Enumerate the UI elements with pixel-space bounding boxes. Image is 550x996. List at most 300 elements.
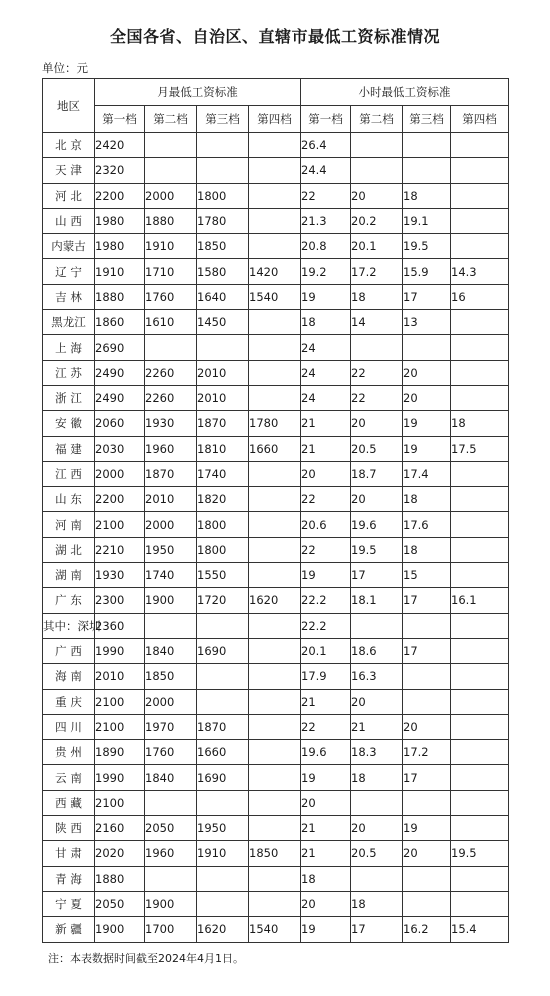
monthly-tier-1-cell: 2210 [95, 537, 145, 562]
hourly-tier-1-cell: 21 [301, 841, 351, 866]
monthly-tier-3-cell [197, 158, 249, 183]
hourly-tier-4-cell [451, 158, 509, 183]
monthly-tier-1-cell: 2050 [95, 891, 145, 916]
monthly-tier-1-cell: 2490 [95, 360, 145, 385]
monthly-tier-1-cell: 2160 [95, 816, 145, 841]
hourly-tier-1-cell: 22 [301, 537, 351, 562]
monthly-tier-2-cell [145, 613, 197, 638]
monthly-tier-4-cell [249, 512, 301, 537]
monthly-tier-4-cell: 1850 [249, 841, 301, 866]
hourly-tier-1-cell: 20 [301, 461, 351, 486]
monthly-tier-3-cell: 1910 [197, 841, 249, 866]
hourly-tier-1-cell: 21.3 [301, 208, 351, 233]
hourly-tier-2-cell: 17.2 [351, 259, 403, 284]
monthly-tier-3-cell: 1820 [197, 487, 249, 512]
hourly-tier-4-cell [451, 563, 509, 588]
monthly-tier-1-cell: 2060 [95, 411, 145, 436]
hourly-tier-4-cell [451, 234, 509, 259]
hourly-tier-1-cell: 21 [301, 689, 351, 714]
hourly-tier-4-cell [451, 613, 509, 638]
monthly-tier-2-cell: 1960 [145, 841, 197, 866]
table-row [43, 259, 509, 284]
table-row [43, 537, 509, 562]
monthly-tier-2-cell: 1700 [145, 917, 197, 942]
monthly-tier-2-cell [145, 133, 197, 158]
hourly-tier-2-cell: 19.5 [351, 537, 403, 562]
region-cell: 湖 北 [43, 537, 95, 562]
monthly-tier-4-cell [249, 183, 301, 208]
hourly-tier-4-cell [451, 385, 509, 410]
monthly-tier-4-cell [249, 310, 301, 335]
hourly-tier-4-cell: 16.1 [451, 588, 509, 613]
hourly-tier-2-cell: 20 [351, 816, 403, 841]
hourly-tier-4-cell: 16 [451, 284, 509, 309]
hourly-tier-2-cell: 18.7 [351, 461, 403, 486]
region-cell: 青 海 [43, 866, 95, 891]
region-cell: 浙 江 [43, 385, 95, 410]
monthly-tier-2-cell: 1740 [145, 563, 197, 588]
table-row [43, 816, 509, 841]
hourly-tier-4-cell [451, 133, 509, 158]
monthly-tier-3-cell: 1720 [197, 588, 249, 613]
monthly-tier-2-cell: 1910 [145, 234, 197, 259]
monthly-tier-2-cell: 1900 [145, 588, 197, 613]
monthly-tier-4-cell [249, 234, 301, 259]
monthly-tier-1-cell: 2100 [95, 790, 145, 815]
hourly-tier-2-cell: 21 [351, 714, 403, 739]
hourly-tier-1-cell: 22 [301, 487, 351, 512]
hourly-tier-2-cell [351, 158, 403, 183]
monthly-tier-4-cell [249, 816, 301, 841]
hourly-tier-4-cell [451, 638, 509, 663]
monthly-tier-1-cell: 2000 [95, 461, 145, 486]
monthly-tier-2-cell [145, 335, 197, 360]
monthly-tier-3-cell: 2010 [197, 360, 249, 385]
hourly-tier-1-cell: 19 [301, 765, 351, 790]
hourly-tier-3-cell [403, 158, 451, 183]
monthly-tier-3-cell [197, 335, 249, 360]
monthly-tier-4-cell [249, 335, 301, 360]
hourly-tier-2-cell [351, 133, 403, 158]
monthly-tier-2-cell: 2000 [145, 512, 197, 537]
monthly-tier-3-cell [197, 866, 249, 891]
monthly-tier-3-cell: 1870 [197, 714, 249, 739]
table-row [43, 461, 509, 486]
hourly-tier-1-cell: 22 [301, 183, 351, 208]
hourly-tier-2-cell: 14 [351, 310, 403, 335]
monthly-tier-2-cell [145, 790, 197, 815]
hourly-tier-3-cell: 17 [403, 638, 451, 663]
header-hourly-tier-4: 第四档 [451, 106, 509, 133]
header-monthly-tier-3: 第三档 [197, 106, 249, 133]
hourly-tier-4-cell [451, 360, 509, 385]
monthly-tier-4-cell [249, 638, 301, 663]
region-cell: 河 南 [43, 512, 95, 537]
monthly-tier-3-cell: 1780 [197, 208, 249, 233]
monthly-tier-2-cell: 1880 [145, 208, 197, 233]
monthly-tier-2-cell: 1960 [145, 436, 197, 461]
region-cell: 陕 西 [43, 816, 95, 841]
table-row [43, 891, 509, 916]
table-row [43, 613, 509, 638]
monthly-tier-1-cell: 1910 [95, 259, 145, 284]
monthly-tier-2-cell: 1610 [145, 310, 197, 335]
monthly-tier-3-cell: 2010 [197, 385, 249, 410]
hourly-tier-1-cell: 20.1 [301, 638, 351, 663]
hourly-tier-3-cell [403, 613, 451, 638]
table-row [43, 360, 509, 385]
table-row [43, 512, 509, 537]
hourly-tier-3-cell: 17.4 [403, 461, 451, 486]
hourly-tier-1-cell: 26.4 [301, 133, 351, 158]
monthly-tier-1-cell: 2420 [95, 133, 145, 158]
monthly-tier-2-cell: 2000 [145, 689, 197, 714]
hourly-tier-1-cell: 20.8 [301, 234, 351, 259]
monthly-tier-1-cell: 2490 [95, 385, 145, 410]
hourly-tier-2-cell [351, 866, 403, 891]
hourly-tier-3-cell: 19 [403, 816, 451, 841]
hourly-tier-4-cell: 14.3 [451, 259, 509, 284]
monthly-tier-4-cell [249, 740, 301, 765]
hourly-tier-4-cell [451, 335, 509, 360]
hourly-tier-1-cell: 17.9 [301, 664, 351, 689]
region-cell: 甘 肃 [43, 841, 95, 866]
monthly-tier-3-cell: 1800 [197, 537, 249, 562]
monthly-tier-3-cell: 1450 [197, 310, 249, 335]
monthly-tier-3-cell: 1580 [197, 259, 249, 284]
region-cell: 宁 夏 [43, 891, 95, 916]
hourly-tier-3-cell: 19 [403, 436, 451, 461]
hourly-tier-4-cell: 18 [451, 411, 509, 436]
monthly-tier-3-cell: 1740 [197, 461, 249, 486]
hourly-tier-3-cell [403, 790, 451, 815]
monthly-tier-1-cell: 1900 [95, 917, 145, 942]
table-row [43, 866, 509, 891]
hourly-tier-2-cell: 18.1 [351, 588, 403, 613]
hourly-tier-3-cell [403, 335, 451, 360]
table-row [43, 664, 509, 689]
hourly-tier-4-cell [451, 816, 509, 841]
monthly-tier-3-cell [197, 790, 249, 815]
hourly-tier-4-cell [451, 310, 509, 335]
monthly-tier-1-cell: 1880 [95, 284, 145, 309]
region-cell: 山 东 [43, 487, 95, 512]
hourly-tier-1-cell: 19 [301, 917, 351, 942]
monthly-tier-2-cell: 1900 [145, 891, 197, 916]
header-row-groups [43, 79, 509, 106]
hourly-tier-2-cell: 20.2 [351, 208, 403, 233]
hourly-tier-2-cell: 20 [351, 411, 403, 436]
monthly-tier-3-cell [197, 689, 249, 714]
monthly-tier-2-cell: 1950 [145, 537, 197, 562]
hourly-tier-3-cell: 17 [403, 284, 451, 309]
monthly-tier-4-cell: 1540 [249, 917, 301, 942]
hourly-tier-1-cell: 18 [301, 866, 351, 891]
region-cell: 黑龙江 [43, 310, 95, 335]
monthly-tier-4-cell [249, 790, 301, 815]
monthly-tier-4-cell [249, 866, 301, 891]
monthly-tier-1-cell: 2030 [95, 436, 145, 461]
region-cell: 安 徽 [43, 411, 95, 436]
monthly-tier-4-cell [249, 563, 301, 588]
header-monthly-tier-1: 第一档 [95, 106, 145, 133]
monthly-tier-3-cell: 1810 [197, 436, 249, 461]
hourly-tier-1-cell: 20 [301, 891, 351, 916]
monthly-tier-3-cell: 1690 [197, 765, 249, 790]
hourly-tier-3-cell: 20 [403, 385, 451, 410]
monthly-tier-3-cell: 1620 [197, 917, 249, 942]
hourly-tier-4-cell [451, 689, 509, 714]
hourly-tier-2-cell: 20.1 [351, 234, 403, 259]
hourly-tier-3-cell: 13 [403, 310, 451, 335]
table-row [43, 638, 509, 663]
monthly-tier-4-cell [249, 664, 301, 689]
hourly-tier-4-cell [451, 183, 509, 208]
monthly-tier-2-cell: 1840 [145, 765, 197, 790]
monthly-tier-2-cell: 1760 [145, 284, 197, 309]
hourly-tier-1-cell: 24 [301, 360, 351, 385]
table-row [43, 208, 509, 233]
hourly-tier-3-cell: 18 [403, 487, 451, 512]
table-row [43, 436, 509, 461]
table-row [43, 133, 509, 158]
page-title: 全国各省、自治区、直辖市最低工资标准情况 [109, 27, 440, 46]
hourly-tier-2-cell: 16.3 [351, 664, 403, 689]
hourly-tier-2-cell: 22 [351, 385, 403, 410]
hourly-tier-2-cell: 18.6 [351, 638, 403, 663]
hourly-tier-3-cell: 20 [403, 714, 451, 739]
monthly-tier-1-cell: 1890 [95, 740, 145, 765]
hourly-tier-4-cell: 15.4 [451, 917, 509, 942]
header-hourly-tier-1: 第一档 [301, 106, 351, 133]
monthly-tier-4-cell: 1420 [249, 259, 301, 284]
hourly-tier-2-cell: 19.6 [351, 512, 403, 537]
table-row [43, 411, 509, 436]
header-monthly: 月最低工资标准 [95, 79, 301, 106]
monthly-tier-2-cell: 1850 [145, 664, 197, 689]
monthly-tier-3-cell: 1800 [197, 183, 249, 208]
hourly-tier-2-cell: 20 [351, 689, 403, 714]
unit-label: 单位：元 [42, 61, 88, 75]
hourly-tier-2-cell [351, 613, 403, 638]
monthly-tier-2-cell: 1930 [145, 411, 197, 436]
hourly-tier-2-cell: 20 [351, 487, 403, 512]
monthly-tier-3-cell [197, 664, 249, 689]
monthly-tier-4-cell [249, 208, 301, 233]
hourly-tier-4-cell [451, 208, 509, 233]
monthly-tier-3-cell [197, 133, 249, 158]
hourly-tier-2-cell: 17 [351, 563, 403, 588]
monthly-tier-1-cell: 2360 [95, 613, 145, 638]
hourly-tier-3-cell: 15.9 [403, 259, 451, 284]
monthly-tier-1-cell: 1880 [95, 866, 145, 891]
monthly-tier-3-cell: 1660 [197, 740, 249, 765]
monthly-tier-4-cell: 1780 [249, 411, 301, 436]
monthly-tier-4-cell: 1620 [249, 588, 301, 613]
monthly-tier-3-cell: 1550 [197, 563, 249, 588]
monthly-tier-4-cell [249, 613, 301, 638]
hourly-tier-3-cell [403, 664, 451, 689]
monthly-tier-1-cell: 1930 [95, 563, 145, 588]
table-row [43, 765, 509, 790]
monthly-tier-4-cell [249, 537, 301, 562]
monthly-tier-3-cell: 1640 [197, 284, 249, 309]
header-row-tiers [43, 106, 509, 133]
region-cell: 重 庆 [43, 689, 95, 714]
table-row [43, 841, 509, 866]
monthly-tier-1-cell: 1980 [95, 208, 145, 233]
header-hourly-tier-2: 第二档 [351, 106, 403, 133]
hourly-tier-3-cell: 18 [403, 183, 451, 208]
monthly-tier-2-cell: 2050 [145, 816, 197, 841]
hourly-tier-3-cell [403, 689, 451, 714]
hourly-tier-1-cell: 21 [301, 411, 351, 436]
hourly-tier-4-cell [451, 866, 509, 891]
table-row [43, 385, 509, 410]
minimum-wage-table [42, 78, 509, 943]
monthly-tier-4-cell [249, 765, 301, 790]
hourly-tier-4-cell [451, 891, 509, 916]
hourly-tier-3-cell: 20 [403, 360, 451, 385]
monthly-tier-4-cell [249, 461, 301, 486]
table-row [43, 158, 509, 183]
monthly-tier-1-cell: 2010 [95, 664, 145, 689]
hourly-tier-2-cell: 18 [351, 765, 403, 790]
hourly-tier-4-cell [451, 512, 509, 537]
hourly-tier-4-cell [451, 765, 509, 790]
hourly-tier-2-cell: 18 [351, 891, 403, 916]
header-monthly-tier-4: 第四档 [249, 106, 301, 133]
monthly-tier-2-cell: 1970 [145, 714, 197, 739]
monthly-tier-1-cell: 2100 [95, 689, 145, 714]
region-cell: 天 津 [43, 158, 95, 183]
table-row [43, 487, 509, 512]
hourly-tier-3-cell: 15 [403, 563, 451, 588]
hourly-tier-1-cell: 18 [301, 310, 351, 335]
monthly-tier-3-cell [197, 613, 249, 638]
table-row [43, 588, 509, 613]
region-cell: 广 东 [43, 588, 95, 613]
table-row [43, 689, 509, 714]
hourly-tier-3-cell: 19.5 [403, 234, 451, 259]
region-cell: 其中：深圳 [43, 613, 95, 638]
region-cell: 江 苏 [43, 360, 95, 385]
monthly-tier-4-cell [249, 714, 301, 739]
hourly-tier-2-cell: 20 [351, 183, 403, 208]
hourly-tier-1-cell: 22 [301, 714, 351, 739]
monthly-tier-3-cell: 1870 [197, 411, 249, 436]
hourly-tier-3-cell: 19 [403, 411, 451, 436]
monthly-tier-1-cell: 2690 [95, 335, 145, 360]
monthly-tier-1-cell: 1990 [95, 638, 145, 663]
hourly-tier-1-cell: 19.6 [301, 740, 351, 765]
hourly-tier-4-cell [451, 664, 509, 689]
hourly-tier-4-cell [451, 461, 509, 486]
monthly-tier-4-cell [249, 385, 301, 410]
monthly-tier-1-cell: 2200 [95, 183, 145, 208]
footnote: 注：本表数据时间截至2024年4月1日。 [48, 952, 244, 965]
monthly-tier-2-cell: 2000 [145, 183, 197, 208]
hourly-tier-4-cell: 17.5 [451, 436, 509, 461]
region-cell: 上 海 [43, 335, 95, 360]
table-row [43, 740, 509, 765]
region-cell: 福 建 [43, 436, 95, 461]
monthly-tier-1-cell: 1990 [95, 765, 145, 790]
hourly-tier-1-cell: 21 [301, 436, 351, 461]
monthly-tier-3-cell: 1850 [197, 234, 249, 259]
table-row [43, 284, 509, 309]
monthly-tier-4-cell [249, 487, 301, 512]
monthly-tier-2-cell: 1760 [145, 740, 197, 765]
monthly-tier-3-cell: 1690 [197, 638, 249, 663]
table-row [43, 183, 509, 208]
header-monthly-tier-2: 第二档 [145, 106, 197, 133]
monthly-tier-4-cell [249, 891, 301, 916]
hourly-tier-3-cell [403, 891, 451, 916]
hourly-tier-1-cell: 19 [301, 563, 351, 588]
monthly-tier-2-cell: 1710 [145, 259, 197, 284]
hourly-tier-1-cell: 21 [301, 816, 351, 841]
monthly-tier-4-cell [249, 689, 301, 714]
region-cell: 河 北 [43, 183, 95, 208]
region-cell: 吉 林 [43, 284, 95, 309]
hourly-tier-4-cell [451, 537, 509, 562]
header-region: 地区 [43, 79, 95, 133]
monthly-tier-1-cell: 2100 [95, 512, 145, 537]
region-cell: 新 疆 [43, 917, 95, 942]
region-cell: 贵 州 [43, 740, 95, 765]
monthly-tier-4-cell [249, 158, 301, 183]
region-cell: 山 西 [43, 208, 95, 233]
region-cell: 内蒙古 [43, 234, 95, 259]
hourly-tier-3-cell: 18 [403, 537, 451, 562]
hourly-tier-3-cell: 17.2 [403, 740, 451, 765]
table-body [43, 133, 509, 943]
monthly-tier-2-cell: 1840 [145, 638, 197, 663]
table-row [43, 790, 509, 815]
hourly-tier-2-cell [351, 335, 403, 360]
monthly-tier-2-cell: 2260 [145, 360, 197, 385]
hourly-tier-1-cell: 19.2 [301, 259, 351, 284]
region-cell: 江 西 [43, 461, 95, 486]
monthly-tier-4-cell: 1660 [249, 436, 301, 461]
hourly-tier-4-cell [451, 714, 509, 739]
region-cell: 辽 宁 [43, 259, 95, 284]
monthly-tier-2-cell: 2010 [145, 487, 197, 512]
hourly-tier-3-cell: 19.1 [403, 208, 451, 233]
hourly-tier-1-cell: 20 [301, 790, 351, 815]
monthly-tier-3-cell [197, 891, 249, 916]
hourly-tier-1-cell: 20.6 [301, 512, 351, 537]
hourly-tier-1-cell: 19 [301, 284, 351, 309]
region-cell: 云 南 [43, 765, 95, 790]
hourly-tier-1-cell: 24.4 [301, 158, 351, 183]
hourly-tier-1-cell: 22.2 [301, 588, 351, 613]
region-cell: 湖 南 [43, 563, 95, 588]
region-cell: 广 西 [43, 638, 95, 663]
hourly-tier-3-cell [403, 133, 451, 158]
hourly-tier-4-cell [451, 487, 509, 512]
hourly-tier-4-cell [451, 740, 509, 765]
hourly-tier-1-cell: 24 [301, 335, 351, 360]
region-cell: 西 藏 [43, 790, 95, 815]
monthly-tier-1-cell: 2020 [95, 841, 145, 866]
hourly-tier-2-cell: 20.5 [351, 841, 403, 866]
monthly-tier-1-cell: 2100 [95, 714, 145, 739]
monthly-tier-3-cell: 1950 [197, 816, 249, 841]
monthly-tier-2-cell [145, 866, 197, 891]
table-row [43, 310, 509, 335]
